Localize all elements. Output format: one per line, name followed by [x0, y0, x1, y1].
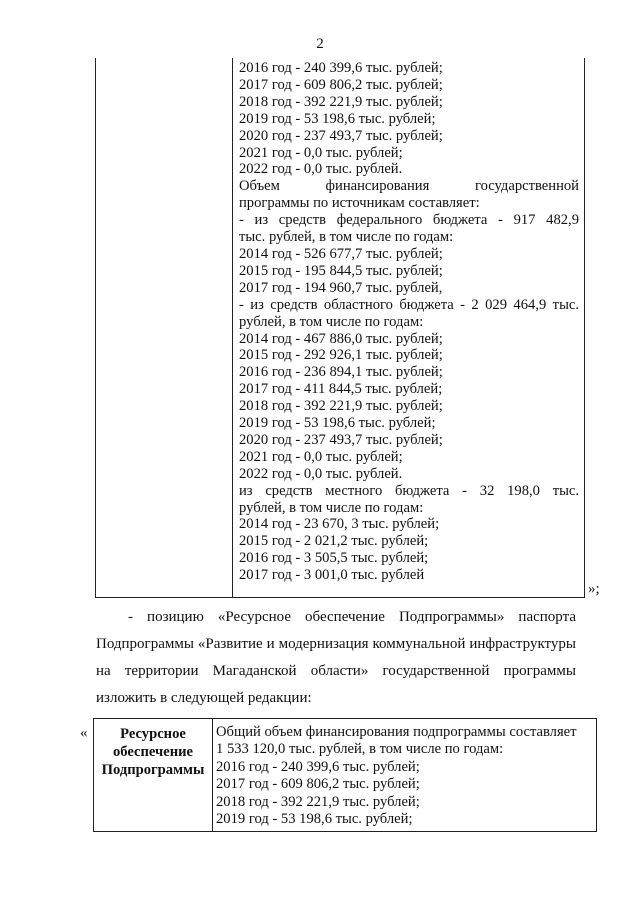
- funding-details-cell: [239, 60, 579, 584]
- paragraph-line: изложить в следующей редакции:: [96, 690, 312, 706]
- funding-line: 2018 год - 392 221,9 тыс. рублей;: [239, 398, 443, 415]
- funding-line: - из средств федерального бюджета - 917 482,9: [239, 212, 579, 229]
- funding-line: 2019 год - 53 198,6 тыс. рублей;: [239, 415, 436, 432]
- funding-line: 2015 год - 195 844,5 тыс. рублей;: [239, 262, 443, 279]
- funding-line: из средств местного бюджета - 32 198,0 тыс.: [239, 482, 579, 499]
- funding-line: 2017 год - 609 806,2 тыс. рублей;: [216, 776, 420, 793]
- funding-line: 2017 год - 411 844,5 тыс. рублей;: [239, 381, 443, 398]
- funding-line: 2017 год - 609 806,2 тыс. рублей;: [239, 76, 443, 93]
- resource-provision-label: [94, 725, 212, 779]
- funding-line: - из средств областного бюджета - 2 029 464,9 тыс.: [239, 296, 579, 313]
- funding-line: 2021 год - 0,0 тыс. рублей;: [239, 144, 403, 161]
- funding-line: 2019 год - 53 198,6 тыс. рублей;: [216, 811, 413, 828]
- funding-line: 2018 год - 392 221,9 тыс. рублей;: [216, 793, 420, 810]
- funding-line: 2014 год - 526 677,7 тыс. рублей;: [239, 245, 443, 262]
- funding-line: 2022 год - 0,0 тыс. рублей.: [239, 465, 403, 482]
- table-column-divider: [232, 58, 233, 597]
- paragraph-line: - позицию «Ресурсное обеспечение Подпрограммы» паспорта: [128, 609, 576, 625]
- funding-line: Объем финансирования государственной: [239, 178, 579, 195]
- closing-quote: »;: [588, 581, 600, 597]
- label-line: обеспечение: [112, 744, 194, 760]
- funding-line: 2015 год - 2 021,2 тыс. рублей;: [239, 533, 429, 550]
- funding-line: 2017 год - 3 001,0 тыс. рублей: [239, 567, 425, 584]
- table-column-divider: [212, 719, 213, 831]
- resource-provision-details: [216, 724, 594, 828]
- funding-line: 2015 год - 292 926,1 тыс. рублей;: [239, 347, 443, 364]
- label-line: Ресурсное: [120, 726, 186, 742]
- funding-line: 1 533 120,0 тыс. рублей, в том числе по годам:: [216, 741, 504, 758]
- funding-line: 2016 год - 3 505,5 тыс. рублей;: [239, 550, 429, 567]
- funding-line: 2022 год - 0,0 тыс. рублей.: [239, 161, 403, 178]
- paragraph-line: на территории Магаданской области» государственной программы: [96, 663, 576, 679]
- funding-line: 2018 год - 392 221,9 тыс. рублей;: [239, 93, 443, 110]
- funding-line: тыс. рублей, в том числе по годам:: [239, 229, 454, 246]
- funding-line: 2020 год - 237 493,7 тыс. рублей;: [239, 127, 443, 144]
- funding-table-continued: [95, 58, 585, 598]
- funding-line: 2016 год - 236 894,1 тыс. рублей;: [239, 364, 443, 381]
- funding-line: 2016 год - 240 399,6 тыс. рублей;: [216, 758, 420, 775]
- opening-quote: «: [80, 725, 88, 741]
- funding-line: 2019 год - 53 198,6 тыс. рублей;: [239, 110, 436, 127]
- funding-line: программы по источникам составляет:: [239, 195, 480, 212]
- funding-line: рублей, в том числе по годам:: [239, 499, 424, 516]
- funding-line: рублей, в том числе по годам:: [239, 313, 424, 330]
- funding-line: 2021 год - 0,0 тыс. рублей;: [239, 448, 403, 465]
- label-line: Подпрограммы: [101, 762, 205, 778]
- funding-line: 2020 год - 237 493,7 тыс. рублей;: [239, 431, 443, 448]
- amendment-paragraph: [96, 604, 576, 712]
- funding-line: Общий объем финансирования подпрограммы составляет: [216, 724, 577, 740]
- funding-line: 2014 год - 467 886,0 тыс. рублей;: [239, 330, 443, 347]
- funding-line: 2016 год - 240 399,6 тыс. рублей;: [239, 60, 443, 76]
- resource-provision-table: [93, 718, 597, 832]
- page-number: 2: [316, 36, 324, 52]
- funding-line: 2014 год - 23 670, 3 тыс. рублей;: [239, 516, 440, 533]
- paragraph-line: Подпрограммы «Развитие и модернизация коммунальной инфраструктуры: [96, 636, 576, 652]
- funding-line: 2017 год - 194 960,7 тыс. рублей,: [239, 279, 443, 296]
